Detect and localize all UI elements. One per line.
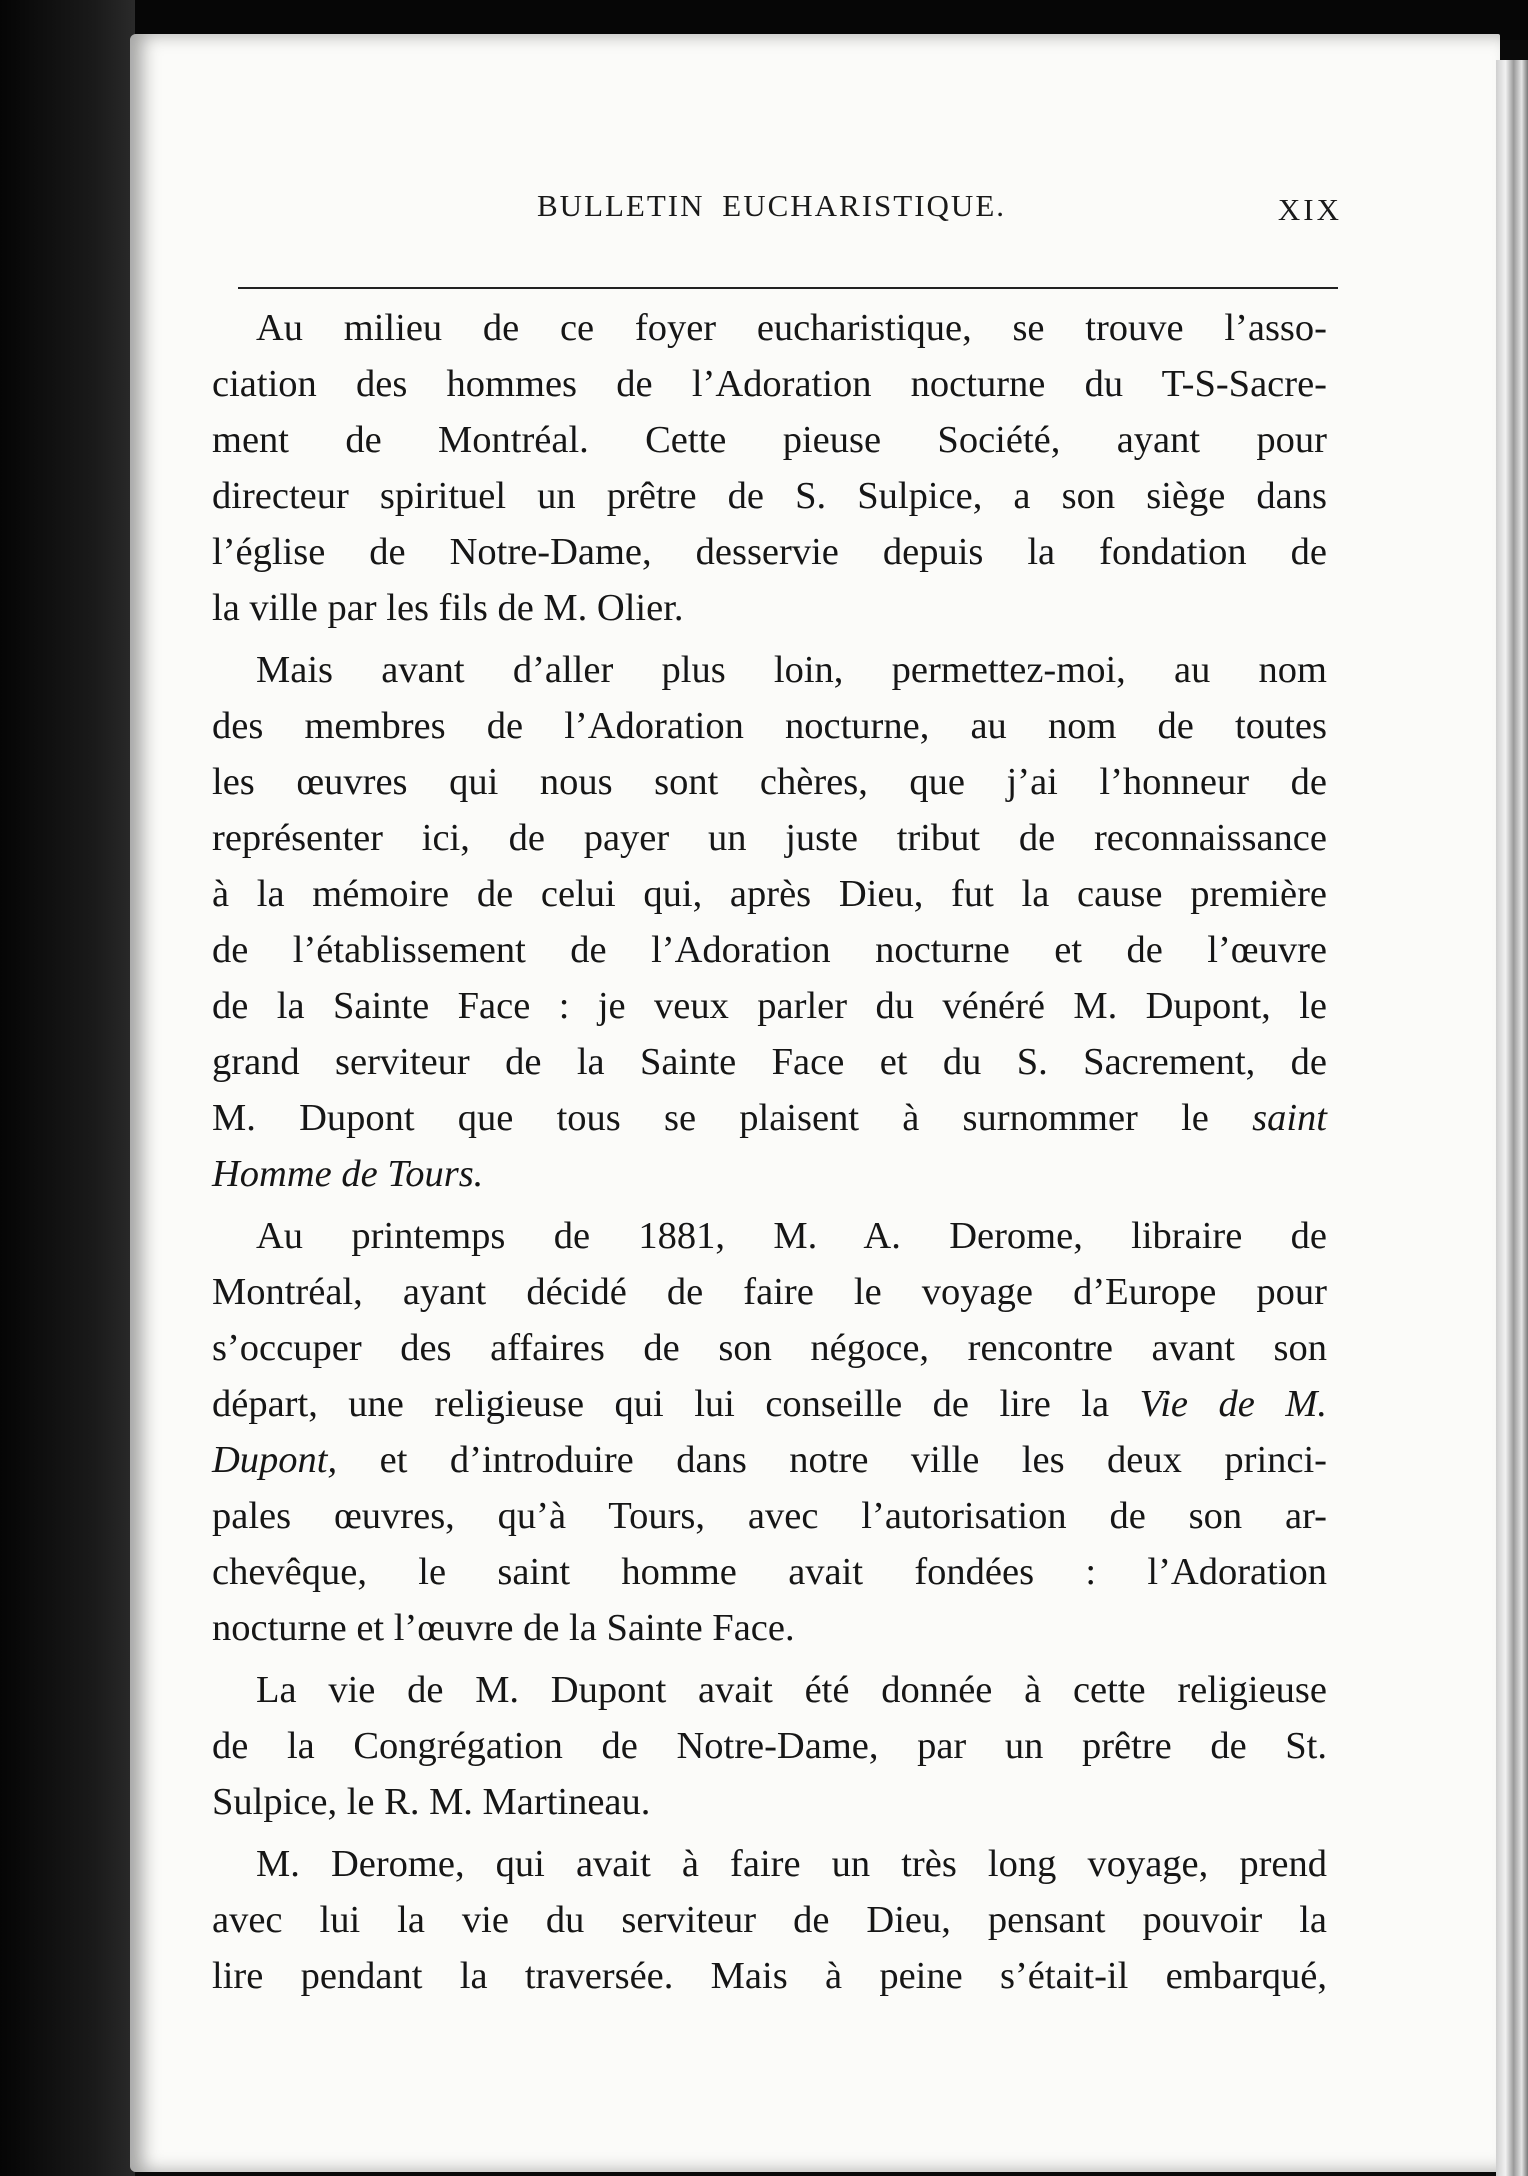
page-number: XIX (1277, 192, 1342, 227)
page-edge (1496, 60, 1528, 2176)
text-line: la ville par les fils de M. Olier. (212, 587, 684, 629)
text-line: nocturne et l’œuvre de la Sainte Face. (212, 1607, 795, 1649)
text-line: lire pendant la traversée. Mais à peine s’était-il embarqué, (212, 1955, 1327, 1997)
text-line-mixed (212, 1432, 1327, 1488)
running-title: BULLETIN EUCHARISTIQUE. (537, 188, 1007, 223)
page-body (212, 300, 1327, 2004)
text-line: M. Derome, qui avait à faire un très long voyage, prend (256, 1843, 1327, 1885)
text-line: Mais avant d’aller plus loin, permettez-moi, au nom (256, 649, 1327, 691)
text-line: représenter ici, de payer un juste tribut de reconnaissance (212, 817, 1327, 859)
text-line: chevêque, le saint homme avait fondées : l’Adoration (212, 1551, 1327, 1593)
text-line: pales œuvres, qu’à Tours, avec l’autorisation de son ar- (212, 1495, 1327, 1537)
header-rule (238, 287, 1338, 289)
text-line: les œuvres qui nous sont chères, que j’ai l’honneur de (212, 761, 1327, 803)
italic-segment: saint (1252, 1097, 1327, 1139)
text-line: directeur spirituel un prêtre de S. Sulpice, a son siège dans (212, 475, 1327, 517)
text-segment: départ, une religieuse qui lui conseille de lire la (212, 1383, 1110, 1425)
text-line: des membres de l’Adoration nocturne, au nom de toutes (212, 705, 1327, 747)
text-line: ment de Montréal. Cette pieuse Société, ayant pour (212, 419, 1327, 461)
page-header (232, 188, 1342, 238)
text-line: l’église de Notre-Dame, desservie depuis la fondation de (212, 531, 1327, 573)
italic-segment: Dupont, (212, 1439, 338, 1481)
italic-segment: Vie de M. (1139, 1383, 1328, 1425)
text-line: grand serviteur de la Sainte Face et du S. Sacrement, de (212, 1041, 1327, 1083)
text-line: de l’établissement de l’Adoration nocturne et de l’œuvre (212, 929, 1327, 971)
text-line-mixed (212, 1376, 1327, 1432)
book-spine-shadow (0, 0, 135, 2176)
text-segment: M. Dupont que tous se plaisent à surnommer le (212, 1097, 1209, 1139)
text-line: Au milieu de ce foyer eucharistique, se trouve l’asso- (256, 307, 1327, 349)
text-line: de la Congrégation de Notre-Dame, par un prêtre de St. (212, 1725, 1327, 1767)
text-line: s’occuper des affaires de son négoce, rencontre avant son (212, 1327, 1327, 1369)
text-line: ciation des hommes de l’Adoration nocturne du T-S-Sacre- (212, 363, 1327, 405)
text-line: Au printemps de 1881, M. A. Derome, libraire de (256, 1215, 1327, 1257)
text-line-mixed (212, 1090, 1327, 1146)
text-line: Montréal, ayant décidé de faire le voyage d’Europe pour (212, 1271, 1327, 1313)
text-line: La vie de M. Dupont avait été donnée à cette religieuse (256, 1669, 1327, 1711)
text-segment: et d’introduire dans notre ville les deux princi- (379, 1439, 1327, 1481)
text-line: Sulpice, le R. M. Martineau. (212, 1781, 651, 1823)
text-line: avec lui la vie du serviteur de Dieu, pensant pouvoir la (212, 1899, 1327, 1941)
text-line: à la mémoire de celui qui, après Dieu, fut la cause première (212, 873, 1327, 915)
text-line: de la Sainte Face : je veux parler du vénéré M. Dupont, le (212, 985, 1327, 1027)
italic-line: Homme de Tours. (212, 1153, 484, 1195)
